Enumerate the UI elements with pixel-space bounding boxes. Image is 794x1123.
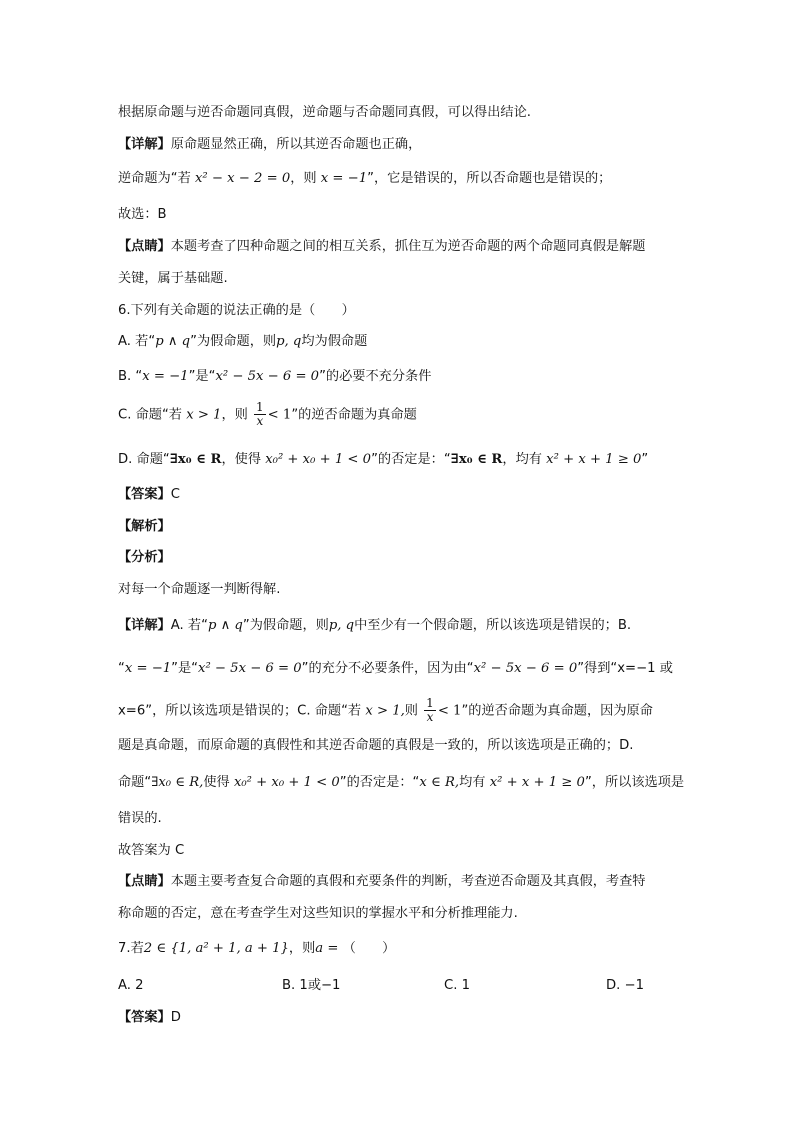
text-line-conclusion: 根据原命题与逆否命题同真假，逆命题与否命题同真假，可以得出结论. bbox=[118, 105, 532, 120]
text-line-converse: 逆命题为“若 x² − x − 2 = 0，则 x = −1”，它是错误的，所以否命题也是错误的； bbox=[118, 171, 612, 186]
detail-line-3: x=6”，所以该选项是错误的；C. 命题“若 x > 1,则 $\frac{1}{x}$ < 1”的逆否命题为真命题，因为原命 bbox=[118, 696, 653, 724]
question-7-option-c: C. 1 bbox=[444, 978, 470, 993]
comment-line-1: 【点睛】本题主要考查复合命题的真假和充要条件的判断，考查逆否命题及其真假，考查特 bbox=[118, 874, 646, 889]
text-line-detail: 【详解】原命题显然正确，所以其逆否命题也正确， bbox=[118, 137, 422, 152]
question-7-option-d: D. −1 bbox=[606, 978, 644, 993]
question-6-option-c: C. 命题“若 x > 1，则 $\frac{1}{x}$ < 1”的逆否命题为真命题 bbox=[118, 400, 417, 428]
fraction-one-over-x: $\frac{1}{x}$ bbox=[256, 400, 264, 428]
analysis-heading: 【解析】 bbox=[118, 519, 171, 534]
question-7-stem: 7.若2 ∈ {1, a² + 1, a + 1}，则a = （ ） bbox=[118, 941, 396, 956]
answer-7: 【答案】D bbox=[118, 1010, 181, 1025]
detail-line-4: 题是真命题，而原命题的真假性和其逆否命题的真假是一致的，所以该选项是正确的；D. bbox=[118, 738, 634, 753]
text-line-comment-cont: 关键，属于基础题. bbox=[118, 271, 228, 286]
question-6-option-a: A. 若“p ∧ q”为假命题，则p, q均为假命题 bbox=[118, 334, 368, 349]
answer-6: 【答案】C bbox=[118, 487, 180, 502]
analysis-text: 对每一个命题逐一判断得解. bbox=[118, 582, 281, 597]
question-6-option-d: D. 命题“∃x₀ ∈ R，使得 x₀² + x₀ + 1 < 0”的否定是：“∃x₀ ∈ R，均有 x² + x + 1 ≥ 0” bbox=[118, 452, 649, 467]
question-6-stem: 6.下列有关命题的说法正确的是（ ） bbox=[118, 303, 355, 318]
question-6-option-b: B. “x = −1”是“x² − 5x − 6 = 0”的必要不充分条件 bbox=[118, 369, 432, 384]
comment-line-2: 称命题的否定，意在考查学生对这些知识的掌握水平和分析推理能力. bbox=[118, 906, 518, 921]
text-line-choice: 故选：B bbox=[118, 207, 167, 222]
detail-line-5: 命题“∃x₀ ∈ R,使得 x₀² + x₀ + 1 < 0”的否定是：“x ∈ R,均有 x² + x + 1 ≥ 0”，所以该选项是 bbox=[118, 775, 685, 790]
text-line-comment: 【点睛】本题考查了四种命题之间的相互关系，抓住互为逆否命题的两个命题同真假是解题 bbox=[118, 239, 646, 254]
question-7-option-a: A. 2 bbox=[118, 978, 144, 993]
fraction-one-over-x-detail: $\frac{1}{x}$ bbox=[426, 696, 434, 724]
detail-line-1: 【详解】A. 若“p ∧ q”为假命题，则p, q中至少有一个假命题，所以该选项是错误的；B. bbox=[118, 618, 632, 633]
detail-line-2: “x = −1”是“x² − 5x − 6 = 0”的充分不必要条件，因为由“x² − 5x − 6 = 0”得到“x=−1 或 bbox=[118, 661, 673, 676]
question-7-option-b: B. 1或−1 bbox=[282, 978, 341, 993]
analysis-sub-heading: 【分析】 bbox=[118, 550, 171, 565]
detail-final-answer: 故答案为 C bbox=[118, 843, 185, 858]
detail-line-6: 错误的. bbox=[118, 811, 162, 826]
